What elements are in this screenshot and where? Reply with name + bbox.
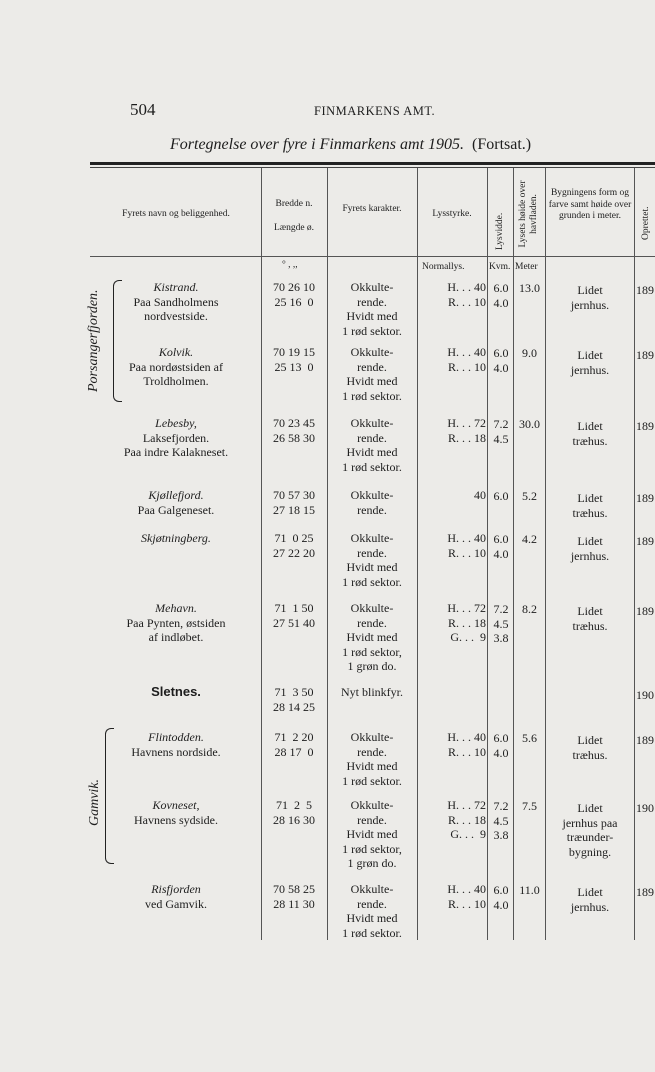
light-character [328,280,416,338]
header-bredde: Bredde n. [275,199,313,209]
light-range [489,731,513,760]
range-line: 6.0 [493,281,509,295]
caption-continued: (Fortsat.) [472,136,532,153]
coordinates [262,730,326,759]
light-intensity [420,730,486,759]
established-year: 189 [636,885,654,899]
light-intensity [420,882,486,911]
lighthouse-title: Kistrand. [153,280,199,294]
character-line: Hvidt med [346,630,398,644]
lighthouse-title: Flintodden. [148,730,204,744]
building-line: træunder- [566,830,614,844]
building-line: jernhus. [570,548,610,563]
location-line: Havnens sydside. [134,812,218,827]
height-line: 5.6 [522,731,537,745]
range-line: 7.2 [493,602,509,616]
light-range [489,489,513,504]
intensity-line: H. . . 40 [447,280,486,294]
intensity-line: H. . . 72 [447,416,486,430]
building-line: jernhus. [570,362,610,377]
building [547,348,633,377]
height-line: 13.0 [519,281,540,295]
character-line: rende. [357,359,387,374]
building-line: Lidet [577,348,603,362]
coord-line: 71 1 50 [274,601,314,615]
coord-line: 70 19 15 [273,345,315,359]
location-line: Paa indre Kalakneset. [123,445,229,459]
building-line: jernhus. [570,899,610,914]
coordinates [262,416,326,445]
lighthouse-title: Kovneset, [152,798,200,812]
building [547,885,633,914]
table-caption [170,136,531,154]
range-line: 4.5 [493,431,509,446]
header-lysvidde: Lysvidde. [495,212,505,250]
header-rule [90,256,655,257]
unit-meter: Meter [515,262,538,272]
coord-line: 71 2 5 [276,798,312,812]
character-line: rende. [357,430,387,445]
character-line: Hvidt med [346,759,398,773]
intensity-line: R. . . 10 [447,359,486,374]
light-character [328,416,416,474]
coord-line: 26 58 30 [273,430,315,445]
coord-line: 27 22 20 [273,545,315,560]
height-line: 11.0 [519,883,540,897]
intensity-line: R. . . 18 [447,615,486,630]
unit-kvm: Kvm. [489,262,511,272]
height-line: 9.0 [522,346,537,360]
character-line: 1 rød sektor. [342,925,402,940]
coord-line: 28 16 30 [273,812,315,827]
range-line: 4.0 [493,546,509,561]
location-line: Troldholmen. [143,374,209,388]
lighthouse-title: Mehavn. [155,601,197,615]
light-character [328,601,416,674]
character-line: Okkulte- [350,601,394,615]
lighthouse-name [92,345,260,389]
character-line: Hvidt med [346,560,398,574]
lighthouse-title: Skjøtningberg. [141,531,211,545]
building [547,491,633,520]
caption-main: Fortegnelse over fyre i Finmarkens amt 1905. [170,136,465,153]
coord-line: 25 13 0 [274,359,314,374]
range-line: 4.0 [493,745,509,760]
building-line: Lidet [577,885,603,899]
character-line: Okkulte- [350,416,394,430]
coord-line: 27 18 15 [273,502,315,517]
unit-degrees: ° , ,, [282,260,298,270]
light-character [328,882,416,940]
header-karakter: Fyrets karakter. [342,204,402,214]
light-range [489,346,513,375]
intensity-line: H. . . 40 [447,531,486,545]
location-line: nordvestside. [144,309,208,323]
building-line: Lidet [577,534,603,548]
building [547,283,633,312]
character-line: Okkulte- [350,488,394,502]
coordinates [262,488,326,517]
coord-line: 70 26 10 [273,280,315,294]
top-rule [90,162,655,165]
range-line: 6.0 [493,731,509,745]
character-line: Hvidt med [346,827,398,841]
location-line: Havnens nordside. [131,744,221,759]
established-year: 189 [636,348,654,362]
light-character [328,730,416,788]
light-range [489,799,513,843]
coord-line: 25 16 0 [274,294,314,309]
height-line: 8.2 [522,602,537,616]
building-line: jernhus paa [562,815,618,830]
range-line: 4.5 [493,813,509,828]
character-line: 1 rød sektor. [342,388,402,403]
established-year: 189 [636,419,654,433]
building-line: Lidet [577,491,603,505]
lighthouse-title: Risfjorden [151,882,201,896]
light-intensity [420,601,486,645]
lighthouse-title: Kjøllefjord. [148,488,204,502]
coord-line: 28 17 0 [274,744,314,759]
location-line: af indløbet. [148,630,204,644]
height-line: 5.2 [522,489,537,503]
location-line: ved Gamvik. [145,896,207,911]
character-line: rende. [357,896,387,911]
lighthouse-name [92,882,260,911]
light-character [328,345,416,403]
col-divider [487,168,488,940]
character-line: Nyt blinkfyr. [341,685,403,699]
header-hoide: Lysets høide over havfladen. [518,180,539,248]
character-line: 1 rød sektor, [342,644,402,659]
established-year: 189 [636,534,654,548]
range-line: 3.8 [493,828,509,842]
range-line: 4.5 [493,616,509,631]
intensity-line: H. . . 40 [447,730,486,744]
light-range [489,417,513,446]
light-height [515,731,544,746]
coordinates [262,798,326,827]
character-line: Okkulte- [350,531,394,545]
character-line: Okkulte- [350,345,394,359]
lighthouse-name [92,280,260,324]
location-line: Laksefjorden. [142,430,210,445]
character-line: 1 rød sektor. [342,773,402,788]
light-character [328,798,416,871]
light-character [328,685,416,700]
light-height [515,489,544,504]
building-line: træhus. [572,505,608,520]
intensity-line: 40 [474,488,486,502]
location-line: Paa Sandholmens [133,294,219,309]
intensity-line: R. . . 10 [447,896,486,911]
light-range [489,532,513,561]
intensity-line: H. . . 40 [447,882,486,896]
light-height [515,417,544,432]
light-intensity [420,798,486,842]
lighthouse-name [92,685,260,700]
light-height [515,532,544,547]
building-line: træhus. [572,433,608,448]
group-label-gamvik: Gamvik. [87,778,102,826]
character-line: Okkulte- [350,730,394,744]
coordinates [262,345,326,374]
building-line: bygning. [568,844,612,859]
coord-line: 71 3 50 [274,685,314,699]
running-head: FINMARKENS AMT. [314,104,436,118]
intensity-line: H. . . 72 [447,601,486,615]
range-line: 6.0 [493,883,509,897]
intensity-line: G. . . 9 [450,630,486,644]
character-line: Hvidt med [346,374,398,388]
location-line: Paa Galgeneset. [137,502,215,517]
character-line: Okkulte- [350,280,394,294]
lighthouse-title: Kolvik. [158,345,194,359]
group-label-porsanger: Porsangerfjorden. [86,289,101,392]
coord-line: 71 0 25 [274,531,314,545]
established-year: 189 [636,491,654,505]
established-year: 189 [636,604,654,618]
light-height [515,799,544,814]
range-line: 4.0 [493,897,509,912]
light-intensity [420,416,486,445]
lighthouse-name [92,798,260,827]
header-bygning: Bygningens form og farve samt høide over grunden i meter. [548,188,632,221]
building-line: Lidet [577,283,603,297]
range-line: 6.0 [493,346,509,360]
light-range [489,883,513,912]
light-character [328,488,416,517]
intensity-line: H. . . 40 [447,345,486,359]
col-divider [634,168,635,940]
light-intensity [420,280,486,309]
intensity-line: R. . . 10 [447,545,486,560]
character-line: rende. [357,744,387,759]
range-line: 6.0 [493,489,509,503]
header-lysstyrke: Lysstyrke. [432,209,472,219]
location-line: Paa Pynten, østsiden [126,615,226,630]
building [547,419,633,448]
lighthouse-name [92,488,260,517]
height-line: 7.5 [522,799,537,813]
character-line: rende. [357,294,387,309]
range-line: 4.0 [493,295,509,310]
coordinates [262,882,326,911]
building [547,801,633,859]
header-oprettet: Oprettet. [641,206,651,240]
lighthouse-title: Lebesby, [155,416,197,430]
lighthouse-title: Sletnes. [151,684,201,699]
light-height [515,883,544,898]
character-line: rende. [357,502,387,517]
character-line: 1 rød sektor. [342,323,402,338]
character-line: rende. [357,615,387,630]
coord-line: 70 57 30 [273,488,315,502]
building [547,604,633,633]
light-height [515,346,544,361]
intensity-line: G. . . 9 [450,827,486,841]
range-line: 7.2 [493,417,509,431]
character-line: 1 rød sektor, [342,841,402,856]
top-rule-thin [90,167,655,168]
unit-normallys: Normallys. [422,262,465,272]
coord-line: 28 11 30 [273,896,315,911]
building [547,733,633,762]
col-divider [545,168,546,940]
lighthouse-name [92,730,260,759]
building-line: Lidet [577,419,603,433]
established-year: 189 [636,733,654,747]
light-character [328,531,416,589]
light-range [489,281,513,310]
character-line: Hvidt med [346,911,398,925]
height-line: 30.0 [519,417,540,431]
coord-line: 71 2 20 [274,730,314,744]
character-line: Hvidt med [346,309,398,323]
intensity-line: R. . . 10 [447,744,486,759]
light-height [515,281,544,296]
lighthouse-name [92,531,260,546]
character-line: Okkulte- [350,798,394,812]
building-line: Lidet [577,604,603,618]
character-line: rende. [357,812,387,827]
established-year: 190 [636,688,654,702]
light-intensity [420,531,486,560]
range-line: 7.2 [493,799,509,813]
coord-line: 27 51 40 [273,615,315,630]
range-line: 6.0 [493,532,509,546]
established-year: 189 [636,283,654,297]
character-line: 1 grøn do. [347,856,397,870]
coordinates [262,685,326,714]
building-line: træhus. [572,618,608,633]
range-line: 4.0 [493,360,509,375]
page-number: 504 [130,100,156,119]
light-intensity [420,488,486,503]
coordinates [262,601,326,630]
col-divider [417,168,418,940]
coordinates [262,531,326,560]
light-intensity [420,345,486,374]
coord-line: 28 14 25 [273,699,315,714]
building-line: Lidet [577,733,603,747]
header-laengde: Længde ø. [273,223,315,233]
intensity-line: R. . . 18 [447,430,486,445]
established-year: 190 [636,801,654,815]
header-name: Fyrets navn og beliggenhed. [122,209,230,219]
character-line: 1 grøn do. [347,659,397,673]
light-height [515,602,544,617]
lighthouse-name [92,601,260,645]
light-range [489,602,513,646]
character-line: rende. [357,545,387,560]
intensity-line: R. . . 10 [447,294,486,309]
coordinates [262,280,326,309]
range-line: 3.8 [493,631,509,645]
coord-line: 70 58 25 [273,882,315,896]
intensity-line: H. . . 72 [447,798,486,812]
character-line: 1 rød sektor. [342,459,402,474]
building-line: Lidet [577,801,603,815]
location-line: Paa nordøstsiden af [129,359,223,374]
building-line: træhus. [572,747,608,762]
intensity-line: R. . . 18 [447,812,486,827]
building [547,534,633,563]
coord-line: 70 23 45 [273,416,315,430]
height-line: 4.2 [522,532,537,546]
character-line: Hvidt med [346,445,398,459]
col-divider [513,168,514,940]
lighthouse-name [92,416,260,460]
building-line: jernhus. [570,297,610,312]
character-line: 1 rød sektor. [342,574,402,589]
character-line: Okkulte- [350,882,394,896]
